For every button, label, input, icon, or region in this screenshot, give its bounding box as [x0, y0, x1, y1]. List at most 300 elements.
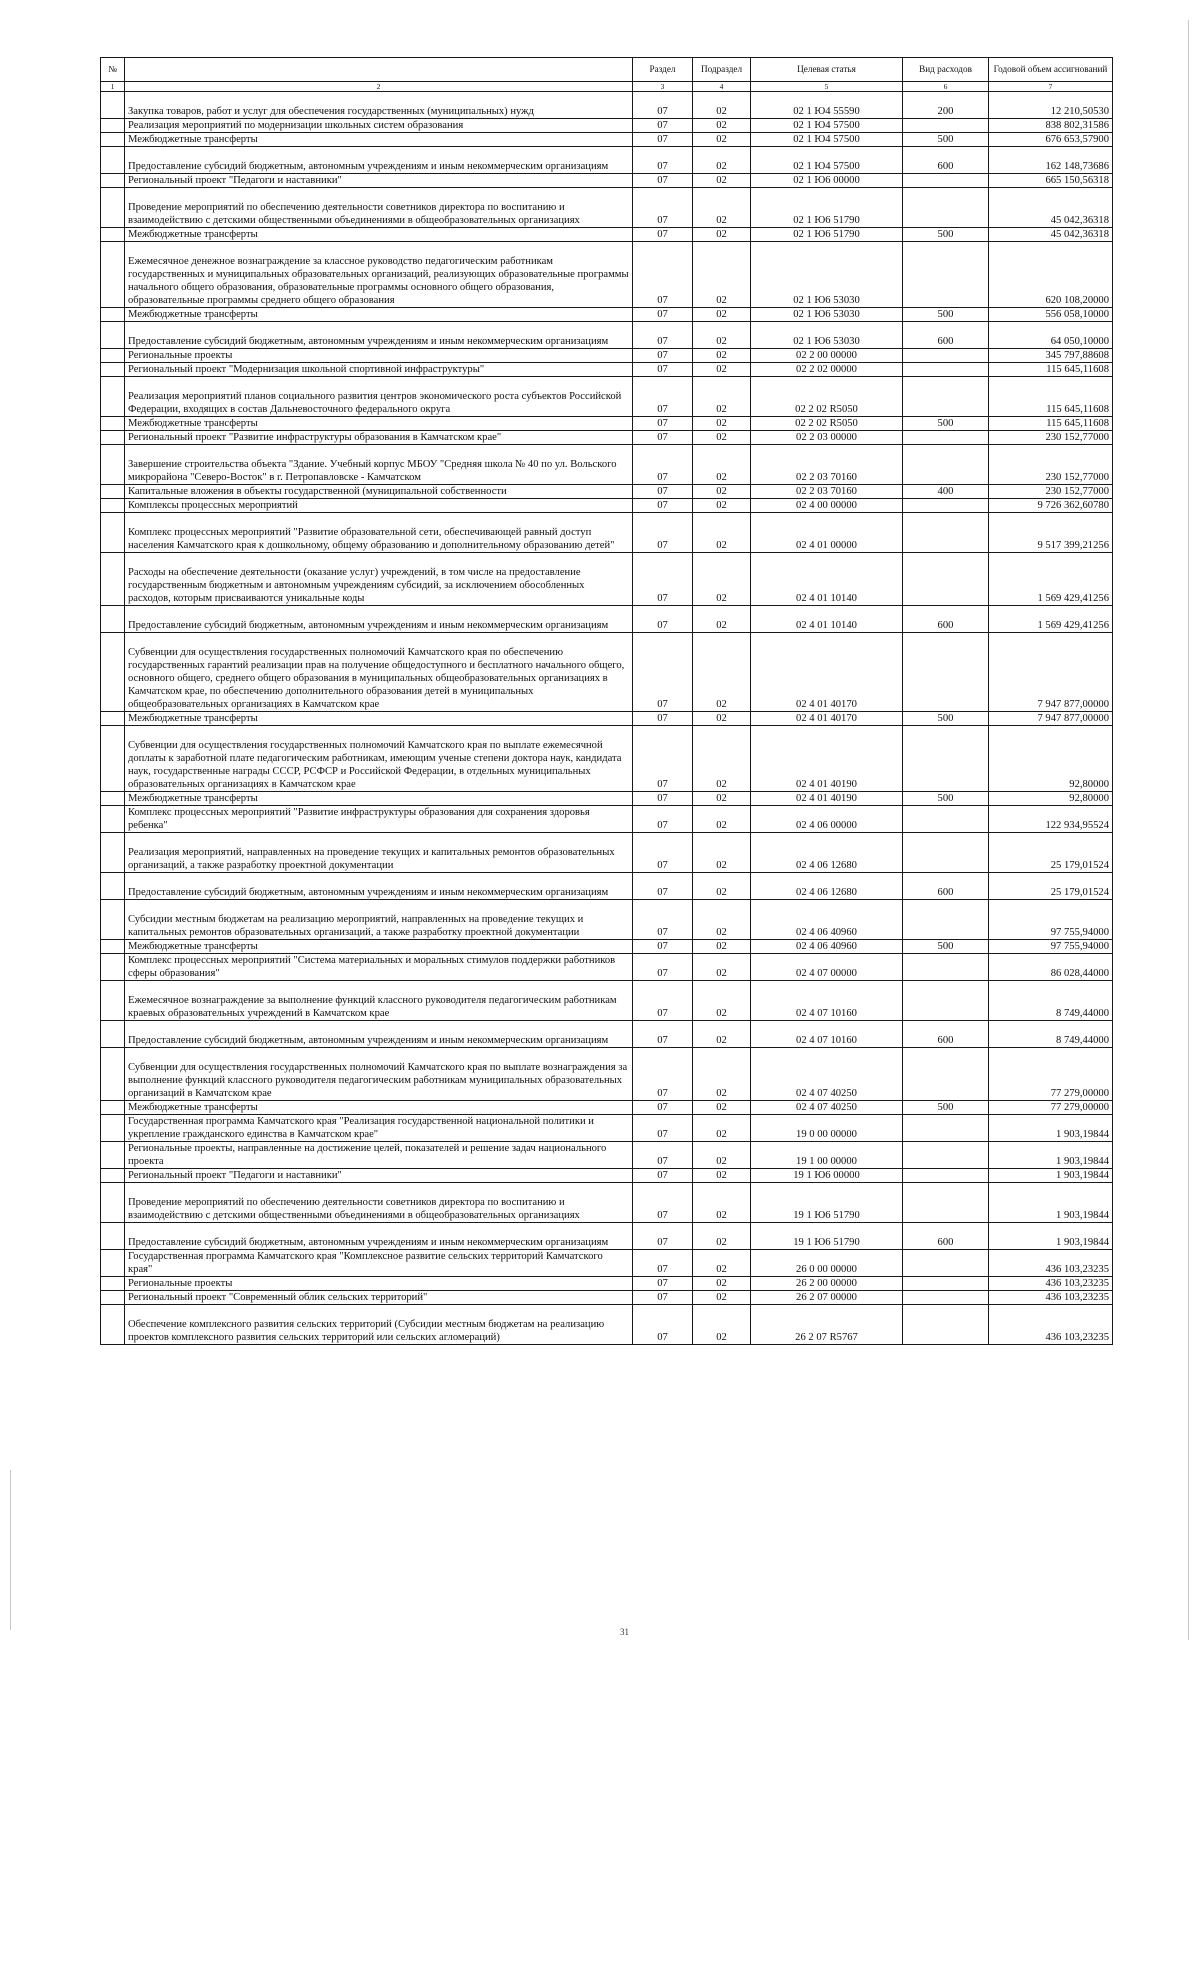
- row-target-cell: 02 1 Ю4 57500: [751, 147, 903, 174]
- row-number-cell: [101, 1183, 125, 1223]
- row-target-cell: 02 2 00 00000: [751, 349, 903, 363]
- row-vid-cell: [903, 726, 989, 792]
- table-row: [101, 606, 1113, 633]
- row-name-cell: Реализация мероприятий планов социального развития центров экономического роста субъектов Российской Федерации, входящих в состав Дальневосточного федерального округа: [125, 377, 633, 417]
- row-vid-cell: [903, 431, 989, 445]
- row-name-cell: Комплекс процессных мероприятий "Развитие инфраструктуры образования для сохранения здоровья ребенка": [125, 806, 633, 833]
- row-number-cell: [101, 1142, 125, 1169]
- row-number-cell: [101, 553, 125, 606]
- row-target-cell: 02 1 Ю6 53030: [751, 242, 903, 308]
- row-name-cell: Межбюджетные трансферты: [125, 228, 633, 242]
- row-target-cell: 02 4 01 40190: [751, 792, 903, 806]
- row-name-cell: Субсидии местным бюджетам на реализацию мероприятий, направленных на проведение текущих и капитальных ремонтов образовательных организаций, а также разработку проектной документации: [125, 900, 633, 940]
- row-razdel-cell: 07: [633, 1277, 693, 1291]
- table-row: [101, 513, 1113, 553]
- row-number-cell: [101, 349, 125, 363]
- row-number-cell: [101, 1048, 125, 1101]
- row-name-cell: Предоставление субсидий бюджетным, автономным учреждениям и иным некоммерческим организациям: [125, 147, 633, 174]
- row-podrazdel-cell: 02: [693, 363, 751, 377]
- row-number-cell: [101, 873, 125, 900]
- page-number: 31: [620, 1627, 629, 1637]
- table-row: [101, 900, 1113, 940]
- table-row: [101, 1250, 1113, 1277]
- table-row: [101, 119, 1113, 133]
- table-row: [101, 1305, 1113, 1345]
- row-razdel-cell: 07: [633, 806, 693, 833]
- row-amount-cell: 25 179,01524: [989, 833, 1113, 873]
- table-row: [101, 792, 1113, 806]
- row-razdel-cell: 07: [633, 174, 693, 188]
- table-row: [101, 499, 1113, 513]
- row-vid-cell: [903, 1250, 989, 1277]
- row-amount-cell: 436 103,23235: [989, 1291, 1113, 1305]
- row-razdel-cell: 07: [633, 92, 693, 119]
- row-name-cell: Межбюджетные трансферты: [125, 417, 633, 431]
- row-podrazdel-cell: 02: [693, 308, 751, 322]
- row-razdel-cell: 07: [633, 553, 693, 606]
- row-amount-cell: 25 179,01524: [989, 873, 1113, 900]
- row-name-cell: Проведение мероприятий по обеспечению деятельности советников директора по воспитанию и взаимодействию с детскими общественными объединениями в общеобразовательных организациях: [125, 1183, 633, 1223]
- row-amount-cell: 97 755,94000: [989, 940, 1113, 954]
- row-target-cell: 02 2 03 70160: [751, 445, 903, 485]
- row-vid-cell: [903, 1115, 989, 1142]
- row-name-cell: Межбюджетные трансферты: [125, 712, 633, 726]
- row-name-cell: Реализация мероприятий по модернизации школьных систем образования: [125, 119, 633, 133]
- row-amount-cell: 230 152,77000: [989, 431, 1113, 445]
- row-target-cell: 02 4 01 40190: [751, 726, 903, 792]
- row-amount-cell: 77 279,00000: [989, 1101, 1113, 1115]
- row-amount-cell: 8 749,44000: [989, 1021, 1113, 1048]
- row-razdel-cell: 07: [633, 322, 693, 349]
- row-vid-cell: [903, 174, 989, 188]
- table-row: [101, 147, 1113, 174]
- row-target-cell: 02 2 02 R5050: [751, 417, 903, 431]
- row-target-cell: 02 1 Ю4 57500: [751, 133, 903, 147]
- row-razdel-cell: 07: [633, 485, 693, 499]
- row-amount-cell: 77 279,00000: [989, 1048, 1113, 1101]
- row-number-cell: [101, 513, 125, 553]
- table-row: [101, 1101, 1113, 1115]
- row-podrazdel-cell: 02: [693, 1169, 751, 1183]
- row-podrazdel-cell: 02: [693, 1277, 751, 1291]
- row-podrazdel-cell: 02: [693, 119, 751, 133]
- row-vid-cell: [903, 349, 989, 363]
- row-name-cell: Региональный проект "Современный облик сельских территорий": [125, 1291, 633, 1305]
- row-number-cell: [101, 940, 125, 954]
- row-name-cell: Региональный проект "Педагоги и наставники": [125, 174, 633, 188]
- row-razdel-cell: 07: [633, 954, 693, 981]
- row-target-cell: 02 2 02 R5050: [751, 377, 903, 417]
- table-row: [101, 833, 1113, 873]
- row-podrazdel-cell: 02: [693, 1183, 751, 1223]
- row-number-cell: [101, 485, 125, 499]
- table-row: [101, 981, 1113, 1021]
- row-amount-cell: 665 150,56318: [989, 174, 1113, 188]
- row-number-cell: [101, 1250, 125, 1277]
- row-vid-cell: [903, 1048, 989, 1101]
- row-name-cell: Государственная программа Камчатского края "Реализация государственной национальной политики и укрепление гражданского единства в Камчатском крае": [125, 1115, 633, 1142]
- row-vid-cell: [903, 954, 989, 981]
- row-name-cell: Обеспечение комплексного развития сельских территорий (Субсидии местным бюджетам на реализацию проектов комплексного развития сельских территорий или сельских агломераций): [125, 1305, 633, 1345]
- row-target-cell: 02 4 01 40170: [751, 633, 903, 712]
- row-amount-cell: 122 934,95524: [989, 806, 1113, 833]
- row-vid-cell: [903, 1142, 989, 1169]
- table-row: [101, 1048, 1113, 1101]
- row-vid-cell: [903, 1183, 989, 1223]
- row-podrazdel-cell: 02: [693, 1305, 751, 1345]
- table-row: [101, 1183, 1113, 1223]
- row-podrazdel-cell: 02: [693, 513, 751, 553]
- row-number-cell: [101, 1169, 125, 1183]
- row-vid-cell: 600: [903, 873, 989, 900]
- row-name-cell: Комплексы процессных мероприятий: [125, 499, 633, 513]
- row-name-cell: Региональные проекты, направленные на достижение целей, показателей и решение задач национального проекта: [125, 1142, 633, 1169]
- row-amount-cell: 64 050,10000: [989, 322, 1113, 349]
- row-number-cell: [101, 499, 125, 513]
- row-target-cell: 02 4 06 00000: [751, 806, 903, 833]
- row-number-cell: [101, 377, 125, 417]
- row-razdel-cell: 07: [633, 119, 693, 133]
- row-vid-cell: [903, 633, 989, 712]
- row-name-cell: Предоставление субсидий бюджетным, автономным учреждениям и иным некоммерческим организациям: [125, 606, 633, 633]
- row-vid-cell: [903, 900, 989, 940]
- row-podrazdel-cell: 02: [693, 377, 751, 417]
- row-razdel-cell: 07: [633, 833, 693, 873]
- row-name-cell: Комплекс процессных мероприятий "Система материальных и моральных стимулов поддержки работников сферы образования": [125, 954, 633, 981]
- row-number-cell: [101, 363, 125, 377]
- row-razdel-cell: 07: [633, 1305, 693, 1345]
- row-vid-cell: 600: [903, 1021, 989, 1048]
- row-number-cell: [101, 1305, 125, 1345]
- table-row: [101, 954, 1113, 981]
- row-target-cell: 02 4 06 40960: [751, 900, 903, 940]
- scan-edge-line: [1188, 20, 1189, 1640]
- table-row: [101, 806, 1113, 833]
- table-row: [101, 431, 1113, 445]
- row-amount-cell: 9 517 399,21256: [989, 513, 1113, 553]
- row-target-cell: 19 1 00 00000: [751, 1142, 903, 1169]
- row-name-cell: Предоставление субсидий бюджетным, автономным учреждениям и иным некоммерческим организациям: [125, 1021, 633, 1048]
- row-number-cell: [101, 322, 125, 349]
- row-vid-cell: 500: [903, 308, 989, 322]
- row-podrazdel-cell: 02: [693, 1291, 751, 1305]
- row-podrazdel-cell: 02: [693, 147, 751, 174]
- row-number-cell: [101, 92, 125, 119]
- row-target-cell: 02 2 03 70160: [751, 485, 903, 499]
- table-row: [101, 228, 1113, 242]
- row-podrazdel-cell: 02: [693, 981, 751, 1021]
- row-razdel-cell: 07: [633, 1048, 693, 1101]
- row-vid-cell: 500: [903, 1101, 989, 1115]
- row-razdel-cell: 07: [633, 228, 693, 242]
- header-razdel: Раздел: [633, 58, 693, 82]
- row-vid-cell: 500: [903, 417, 989, 431]
- row-number-cell: [101, 417, 125, 431]
- row-amount-cell: 230 152,77000: [989, 445, 1113, 485]
- row-podrazdel-cell: 02: [693, 792, 751, 806]
- row-vid-cell: [903, 833, 989, 873]
- row-vid-cell: 600: [903, 606, 989, 633]
- table-row: [101, 726, 1113, 792]
- table-row: [101, 1142, 1113, 1169]
- row-number-cell: [101, 1277, 125, 1291]
- row-vid-cell: 500: [903, 792, 989, 806]
- column-number: 2: [125, 82, 633, 92]
- row-podrazdel-cell: 02: [693, 242, 751, 308]
- header-no: №: [101, 58, 125, 82]
- row-podrazdel-cell: 02: [693, 431, 751, 445]
- row-vid-cell: [903, 363, 989, 377]
- row-razdel-cell: 07: [633, 1101, 693, 1115]
- row-number-cell: [101, 1101, 125, 1115]
- table-row: [101, 485, 1113, 499]
- table-row: [101, 322, 1113, 349]
- row-amount-cell: 676 653,57900: [989, 133, 1113, 147]
- table-row: [101, 873, 1113, 900]
- column-number: 6: [903, 82, 989, 92]
- row-razdel-cell: 07: [633, 445, 693, 485]
- row-target-cell: 02 1 Ю4 57500: [751, 119, 903, 133]
- row-amount-cell: 1 569 429,41256: [989, 606, 1113, 633]
- row-podrazdel-cell: 02: [693, 445, 751, 485]
- row-amount-cell: 345 797,88608: [989, 349, 1113, 363]
- column-number: 7: [989, 82, 1113, 92]
- row-target-cell: 26 2 07 00000: [751, 1291, 903, 1305]
- row-number-cell: [101, 1115, 125, 1142]
- row-amount-cell: 1 903,19844: [989, 1169, 1113, 1183]
- row-vid-cell: [903, 806, 989, 833]
- row-name-cell: Межбюджетные трансферты: [125, 792, 633, 806]
- row-number-cell: [101, 712, 125, 726]
- row-razdel-cell: 07: [633, 1183, 693, 1223]
- row-number-cell: [101, 633, 125, 712]
- row-razdel-cell: 07: [633, 981, 693, 1021]
- row-target-cell: 02 1 Ю6 00000: [751, 174, 903, 188]
- row-vid-cell: 600: [903, 147, 989, 174]
- row-target-cell: 02 4 01 00000: [751, 513, 903, 553]
- row-amount-cell: 1 903,19844: [989, 1183, 1113, 1223]
- row-razdel-cell: 07: [633, 712, 693, 726]
- row-vid-cell: [903, 1169, 989, 1183]
- row-vid-cell: [903, 188, 989, 228]
- row-podrazdel-cell: 02: [693, 1115, 751, 1142]
- row-vid-cell: [903, 1277, 989, 1291]
- row-razdel-cell: 07: [633, 1115, 693, 1142]
- row-razdel-cell: 07: [633, 1250, 693, 1277]
- row-target-cell: 02 4 06 40960: [751, 940, 903, 954]
- row-vid-cell: [903, 377, 989, 417]
- row-target-cell: 26 0 00 00000: [751, 1250, 903, 1277]
- row-podrazdel-cell: 02: [693, 633, 751, 712]
- row-amount-cell: 620 108,20000: [989, 242, 1113, 308]
- table-row: [101, 1021, 1113, 1048]
- row-amount-cell: 230 152,77000: [989, 485, 1113, 499]
- row-podrazdel-cell: 02: [693, 900, 751, 940]
- row-amount-cell: 86 028,44000: [989, 954, 1113, 981]
- row-razdel-cell: 07: [633, 1142, 693, 1169]
- row-podrazdel-cell: 02: [693, 485, 751, 499]
- row-razdel-cell: 07: [633, 188, 693, 228]
- row-vid-cell: 500: [903, 133, 989, 147]
- column-number: 5: [751, 82, 903, 92]
- table-row: [101, 377, 1113, 417]
- row-razdel-cell: 07: [633, 431, 693, 445]
- row-target-cell: 02 4 00 00000: [751, 499, 903, 513]
- row-podrazdel-cell: 02: [693, 174, 751, 188]
- row-name-cell: Региональные проекты: [125, 349, 633, 363]
- row-name-cell: Предоставление субсидий бюджетным, автономным учреждениям и иным некоммерческим организациям: [125, 873, 633, 900]
- row-number-cell: [101, 188, 125, 228]
- row-podrazdel-cell: 02: [693, 349, 751, 363]
- row-vid-cell: [903, 242, 989, 308]
- row-vid-cell: 200: [903, 92, 989, 119]
- table-row: [101, 445, 1113, 485]
- row-razdel-cell: 07: [633, 873, 693, 900]
- row-target-cell: 02 4 06 12680: [751, 833, 903, 873]
- row-number-cell: [101, 981, 125, 1021]
- row-razdel-cell: 07: [633, 308, 693, 322]
- row-razdel-cell: 07: [633, 349, 693, 363]
- row-number-cell: [101, 900, 125, 940]
- row-vid-cell: 600: [903, 322, 989, 349]
- row-name-cell: Межбюджетные трансферты: [125, 940, 633, 954]
- table-row: [101, 1169, 1113, 1183]
- table-row: [101, 633, 1113, 712]
- row-razdel-cell: 07: [633, 1169, 693, 1183]
- header-row: [101, 58, 1113, 82]
- header-podrazdel: Подраздел: [693, 58, 751, 82]
- row-amount-cell: 97 755,94000: [989, 900, 1113, 940]
- row-name-cell: Региональные проекты: [125, 1277, 633, 1291]
- row-amount-cell: 1 903,19844: [989, 1223, 1113, 1250]
- row-vid-cell: [903, 1291, 989, 1305]
- row-vid-cell: 600: [903, 1223, 989, 1250]
- row-razdel-cell: 07: [633, 792, 693, 806]
- row-vid-cell: [903, 1305, 989, 1345]
- row-amount-cell: 436 103,23235: [989, 1277, 1113, 1291]
- row-name-cell: Проведение мероприятий по обеспечению деятельности советников директора по воспитанию и взаимодействию с детскими общественными объединениями в общеобразовательных организациях: [125, 188, 633, 228]
- row-target-cell: 02 1 Ю6 53030: [751, 308, 903, 322]
- row-target-cell: 02 4 06 12680: [751, 873, 903, 900]
- row-vid-cell: [903, 513, 989, 553]
- row-number-cell: [101, 174, 125, 188]
- row-amount-cell: 1 569 429,41256: [989, 553, 1113, 606]
- table-row: [101, 92, 1113, 119]
- row-amount-cell: 45 042,36318: [989, 228, 1113, 242]
- row-number-cell: [101, 133, 125, 147]
- row-target-cell: 19 1 Ю6 51790: [751, 1223, 903, 1250]
- row-number-cell: [101, 726, 125, 792]
- column-number: 4: [693, 82, 751, 92]
- column-number: 1: [101, 82, 125, 92]
- row-razdel-cell: 07: [633, 133, 693, 147]
- row-number-cell: [101, 1223, 125, 1250]
- table-row: [101, 363, 1113, 377]
- row-name-cell: Ежемесячное вознаграждение за выполнение функций классного руководителя педагогическим работникам краевых образовательных учреждений в Камчатском крае: [125, 981, 633, 1021]
- row-razdel-cell: 07: [633, 1021, 693, 1048]
- row-name-cell: Расходы на обеспечение деятельности (оказание услуг) учреждений, в том числе на предоставление государственным бюджетным и автономным учреждениям субсидий, за исключением обособленных расходов, которым присваиваются уникальные коды: [125, 553, 633, 606]
- row-target-cell: 19 0 00 00000: [751, 1115, 903, 1142]
- row-razdel-cell: 07: [633, 377, 693, 417]
- row-name-cell: Ежемесячное денежное вознаграждение за классное руководство педагогическим работникам государственных и муниципальных образовательных организаций, реализующих образовательные программы начального общего образования, образовательные программы основного общего образования, образовательные программы среднего общего образования: [125, 242, 633, 308]
- table-body: [101, 92, 1113, 1345]
- table-row: [101, 174, 1113, 188]
- table-row: [101, 349, 1113, 363]
- row-target-cell: 02 4 07 10160: [751, 1021, 903, 1048]
- row-amount-cell: 115 645,11608: [989, 377, 1113, 417]
- row-number-cell: [101, 445, 125, 485]
- header-amount: Годовой объем ассигнований: [989, 58, 1113, 82]
- row-razdel-cell: 07: [633, 633, 693, 712]
- row-amount-cell: 1 903,19844: [989, 1142, 1113, 1169]
- column-number: 3: [633, 82, 693, 92]
- row-podrazdel-cell: 02: [693, 806, 751, 833]
- row-vid-cell: 500: [903, 940, 989, 954]
- row-target-cell: 02 1 Ю6 53030: [751, 322, 903, 349]
- row-podrazdel-cell: 02: [693, 1250, 751, 1277]
- table-row: [101, 1277, 1113, 1291]
- row-amount-cell: 838 802,31586: [989, 119, 1113, 133]
- row-name-cell: Региональный проект "Педагоги и наставники": [125, 1169, 633, 1183]
- row-podrazdel-cell: 02: [693, 228, 751, 242]
- row-amount-cell: 1 903,19844: [989, 1115, 1113, 1142]
- table-row: [101, 553, 1113, 606]
- row-podrazdel-cell: 02: [693, 940, 751, 954]
- row-razdel-cell: 07: [633, 499, 693, 513]
- row-amount-cell: 12 210,50530: [989, 92, 1113, 119]
- row-podrazdel-cell: 02: [693, 188, 751, 228]
- table-row: [101, 1115, 1113, 1142]
- row-target-cell: 02 4 01 10140: [751, 606, 903, 633]
- table-row: [101, 308, 1113, 322]
- header-name: [125, 58, 633, 82]
- table-row: [101, 1291, 1113, 1305]
- row-number-cell: [101, 242, 125, 308]
- row-podrazdel-cell: 02: [693, 833, 751, 873]
- row-razdel-cell: 07: [633, 417, 693, 431]
- row-target-cell: 02 2 02 00000: [751, 363, 903, 377]
- row-vid-cell: 500: [903, 228, 989, 242]
- row-name-cell: Межбюджетные трансферты: [125, 133, 633, 147]
- row-amount-cell: 436 103,23235: [989, 1305, 1113, 1345]
- row-name-cell: Закупка товаров, работ и услуг для обеспечения государственных (муниципальных) нужд: [125, 92, 633, 119]
- row-name-cell: Государственная программа Камчатского края "Комплексное развитие сельских территорий Камчатского края": [125, 1250, 633, 1277]
- row-number-cell: [101, 308, 125, 322]
- row-number-cell: [101, 833, 125, 873]
- row-vid-cell: [903, 445, 989, 485]
- row-target-cell: 02 1 Ю4 55590: [751, 92, 903, 119]
- column-numbers-row: [101, 82, 1113, 92]
- row-amount-cell: 162 148,73686: [989, 147, 1113, 174]
- row-podrazdel-cell: 02: [693, 322, 751, 349]
- row-podrazdel-cell: 02: [693, 1223, 751, 1250]
- row-name-cell: Субвенции для осуществления государственных полномочий Камчатского края по обеспечению государственных гарантий реализации прав на получение общедоступного и бесплатного начального общего, основного общего, среднего общего образования в муниципальных общеобразовательных организациях в Камчатском крае, по обеспечению дополнительного образования детей в муниципальных общеобразовательных организациях в Камчатском крае: [125, 633, 633, 712]
- header-vid: Вид расходов: [903, 58, 989, 82]
- row-amount-cell: 8 749,44000: [989, 981, 1113, 1021]
- row-number-cell: [101, 606, 125, 633]
- row-target-cell: 02 4 07 10160: [751, 981, 903, 1021]
- row-amount-cell: 436 103,23235: [989, 1250, 1113, 1277]
- row-target-cell: 02 1 Ю6 51790: [751, 188, 903, 228]
- row-podrazdel-cell: 02: [693, 1142, 751, 1169]
- table-row: [101, 188, 1113, 228]
- row-podrazdel-cell: 02: [693, 499, 751, 513]
- row-name-cell: Субвенции для осуществления государственных полномочий Камчатского края по выплате вознаграждения за выполнение функций классного руководителя педагогическим работникам муниципальных образовательных организаций в Камчатском крае: [125, 1048, 633, 1101]
- header-target: Целевая статья: [751, 58, 903, 82]
- row-name-cell: Капитальные вложения в объекты государственной (муниципальной собственности: [125, 485, 633, 499]
- row-number-cell: [101, 806, 125, 833]
- row-podrazdel-cell: 02: [693, 1101, 751, 1115]
